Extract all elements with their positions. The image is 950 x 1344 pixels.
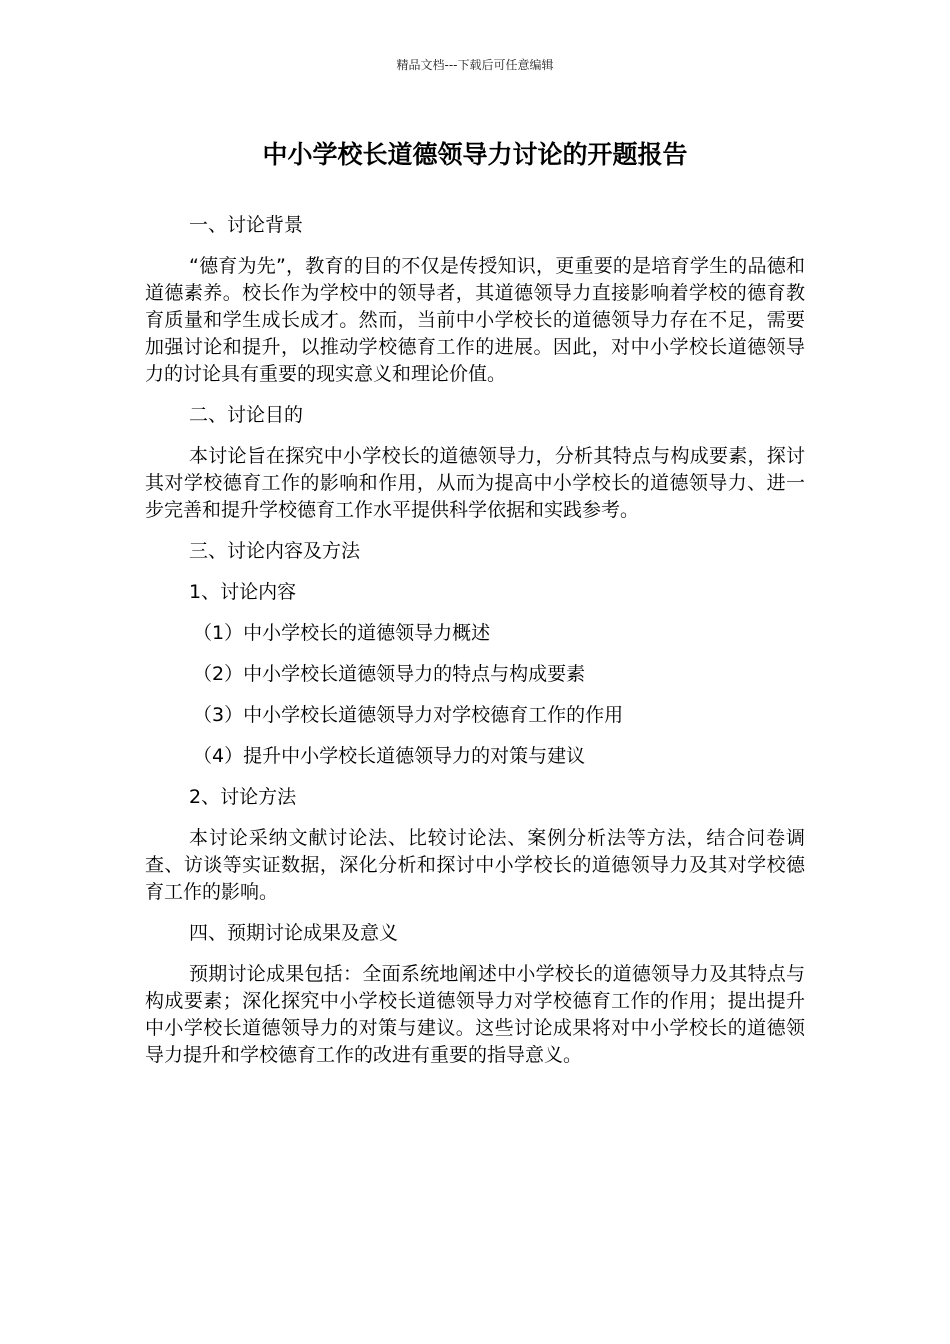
content-item: （2）中小学校长道德领导力的特点与构成要素 <box>193 663 586 685</box>
content-item: （4）提升中小学校长道德领导力的对策与建议 <box>193 745 586 767</box>
section-heading-purpose: 二、讨论目的 <box>189 404 304 426</box>
document-title: 中小学校长道德领导力讨论的开题报告 <box>262 140 688 169</box>
subheading-method: 2、讨论方法 <box>189 786 297 808</box>
content-item: （1）中小学校长的道德领导力概述 <box>193 622 491 644</box>
paragraph-method: 本讨论采纳文献讨论法、比较讨论法、案例分析法等方法，结合问卷调查、访谈等实证数据，深化分析和探讨中小学校长的道德领导力及其对学校德育工作的影响。 <box>145 827 805 903</box>
paragraph-purpose: 本讨论旨在探究中小学校长的道德领导力，分析其特点与构成要素，探讨其对学校德育工作的影响和作用，从而为提高中小学校长的道德领导力、进一步完善和提升学校德育工作水平提供科学依据和实践参考。 <box>145 445 805 521</box>
content-item: （3）中小学校长道德领导力对学校德育工作的作用 <box>193 704 624 726</box>
subheading-content: 1、讨论内容 <box>189 581 297 603</box>
paragraph-expected-results: 预期讨论成果包括：全面系统地阐述中小学校长的道德领导力及其特点与构成要素；深化探究中小学校长道德领导力对学校德育工作的作用；提出提升中小学校长道德领导力的对策与建议。这些讨论成果将对中小学校长的道德领导力提升和学校德育工作的改进有重要的指导意义。 <box>145 963 805 1066</box>
paragraph-background: “德育为先”，教育的目的不仅是传授知识，更重要的是培育学生的品德和道德素养。校长作为学校中的领导者，其道德领导力直接影响着学校的德育教育质量和学生成长成才。然而，当前中小学校长的道德领导力存在不足，需要加强讨论和提升，以推动学校德育工作的进展。因此，对中小学校长道德领导力的讨论具有重要的现实意义和理论价值。 <box>145 255 805 385</box>
page-header: 精品文档---下载后可任意编辑 <box>396 58 554 72</box>
document-body <box>145 212 805 1083</box>
section-heading-content-method: 三、讨论内容及方法 <box>189 540 361 562</box>
section-heading-background: 一、讨论背景 <box>189 214 304 236</box>
section-heading-expected-results: 四、预期讨论成果及意义 <box>189 922 399 944</box>
